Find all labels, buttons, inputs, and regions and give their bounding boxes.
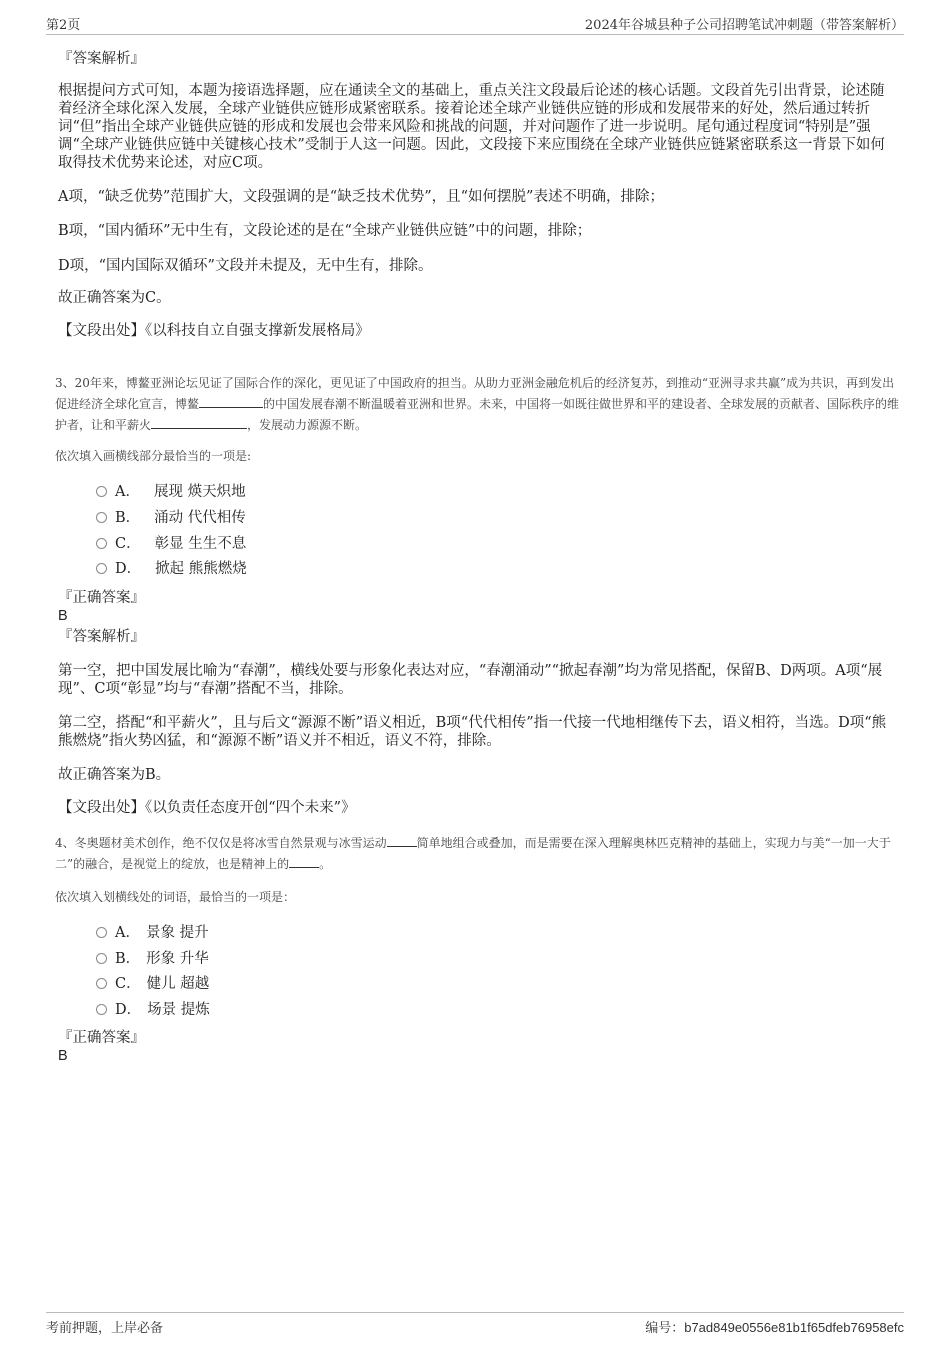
document-title: 2024年谷城县种子公司招聘笔试冲刺题（带答案解析）	[584, 18, 904, 33]
q2-option-b-analysis: B项，“国内循环”无中生有，文段论述的是在“全球产业链供应链”中的问题，排除；	[58, 223, 592, 239]
q2-analysis-paragraph: 根据提问方式可知，本题为接语选择题，应在通读全文的基础上，重点关注文段最后论述的核心话题。文段首先引出背景，论述随着经济全球化深入发展，全球产业链供应链形成紧密联系。接着论述全球产业链供应链的形成和发展带来的好处，然后通过转折词“但”指出全球产业链供应链的形成和发展也会带来风险和挑战的问题，并对问题作了进一步说明。尾句通过程度词“特别是”强调“全球产业链供应链中关键核心技术”受制于人这一问题。因此，文段接下来应围绕在全球产业链供应链紧密联系这一背景下如何取得技术优势来论述，对应C项。	[58, 83, 885, 171]
q2-source: 【文段出处】《以科技自立自强支撑新发展格局》	[58, 323, 370, 339]
q2-option-a-analysis: A项，“缺乏优势”范围扩大，文段强调的是“缺乏技术优势”，且“如何摆脱”表述不明确，排除；	[58, 189, 664, 205]
q4-option-b[interactable]: B． 形象 升华	[96, 949, 209, 969]
page-footer	[46, 1312, 904, 1335]
q3-analysis-paragraph-2: 第二空，搭配“和平薪火”，且与后文“源源不断”语义相近，B项“代代相传”指一代接一代地相继传下去，语义相符，当选。D项“熊熊燃烧”指火势凶猛，和“源源不断”语义并不相近，语义不符，排除。	[58, 715, 887, 749]
q4-prompt: 依次填入划横线处的词语，最恰当的一项是：	[55, 890, 296, 904]
q4-correct-answer: B	[58, 1048, 68, 1064]
radio-icon[interactable]	[96, 563, 107, 574]
page-number: 第2页	[46, 18, 81, 33]
radio-icon[interactable]	[96, 486, 107, 497]
q4-correct-label: 『正确答案』	[58, 1030, 145, 1046]
radio-icon[interactable]	[96, 1004, 107, 1015]
q3-blank-1	[199, 395, 263, 408]
q2-conclusion: 故正确答案为C。	[58, 290, 171, 306]
q3-source: 【文段出处】《以负责任态度开创“四个未来”》	[58, 800, 356, 816]
q3-prompt: 依次填入画横线部分最恰当的一项是:	[55, 449, 252, 463]
q3-option-d[interactable]: D． 掀起 熊熊燃烧	[96, 559, 247, 579]
q3-correct-answer: B	[58, 608, 68, 624]
q2-option-d-analysis: D项，“国内国际双循环”文段并未提及，无中生有，排除。	[58, 258, 433, 274]
q3-option-c[interactable]: C． 彰显 生生不息	[96, 534, 246, 554]
radio-icon[interactable]	[96, 978, 107, 989]
q3-conclusion: 故正确答案为B。	[58, 767, 171, 783]
q3-correct-label: 『正确答案』	[58, 590, 145, 606]
q3-question-text: 3、20年来，博鳌亚洲论坛见证了国际合作的深化，更见证了中国政府的担当。从助力亚洲金融危机后的经济复苏，到推动“亚洲寻求共赢”成为共识，再到发出促进经济全球化宣言，博鳌 的中国发展春潮不断温暖着亚洲和世界。未来，中国将一如既往做世界和平的建设者、全球发展的贡献者、国际秩序的维护者，让和平薪火 ，发展动力源源不断。	[55, 376, 900, 432]
q2-analysis-label: 『答案解析』	[58, 51, 145, 67]
radio-icon[interactable]	[96, 953, 107, 964]
q3-option-b[interactable]: B． 涌动 代代相传	[96, 508, 246, 528]
q4-option-a[interactable]: A． 景象 提升	[96, 923, 209, 943]
q3-analysis-label: 『答案解析』	[58, 629, 145, 645]
page-header	[46, 14, 904, 35]
q4-blank-2	[289, 855, 319, 868]
q4-option-d[interactable]: D． 场景 提炼	[96, 1000, 210, 1020]
q4-option-c[interactable]: C． 健儿 超越	[96, 974, 209, 994]
document-code: 编号：b7ad849e0556e81b1f65dfeb76958efc	[645, 1320, 904, 1336]
q4-blank-1	[387, 834, 417, 847]
footer-slogan: 考前押题，上岸必备	[46, 1321, 164, 1336]
radio-icon[interactable]	[96, 927, 107, 938]
q3-analysis-paragraph-1: 第一空，把中国发展比喻为“春潮”，横线处要与形象化表达对应，“春潮涌动”“掀起春潮”均为常见搭配，保留B、D两项。A项“展现”、C项“彰显”均与“春潮”搭配不当，排除。	[58, 663, 883, 697]
radio-icon[interactable]	[96, 512, 107, 523]
q3-blank-2	[151, 416, 247, 429]
q3-option-a[interactable]: A． 展现 煐天炽地	[96, 482, 246, 502]
q4-question-text: 4、冬奥题材美术创作，绝不仅仅是将冰雪自然景观与冰雪运动 简单地组合或叠加，而是需要在深入理解奥林匹克精神的基础上，实现力与美“一加一大于二”的融合，是视觉上的绽放，也是精神上的 。	[55, 836, 891, 871]
radio-icon[interactable]	[96, 538, 107, 549]
